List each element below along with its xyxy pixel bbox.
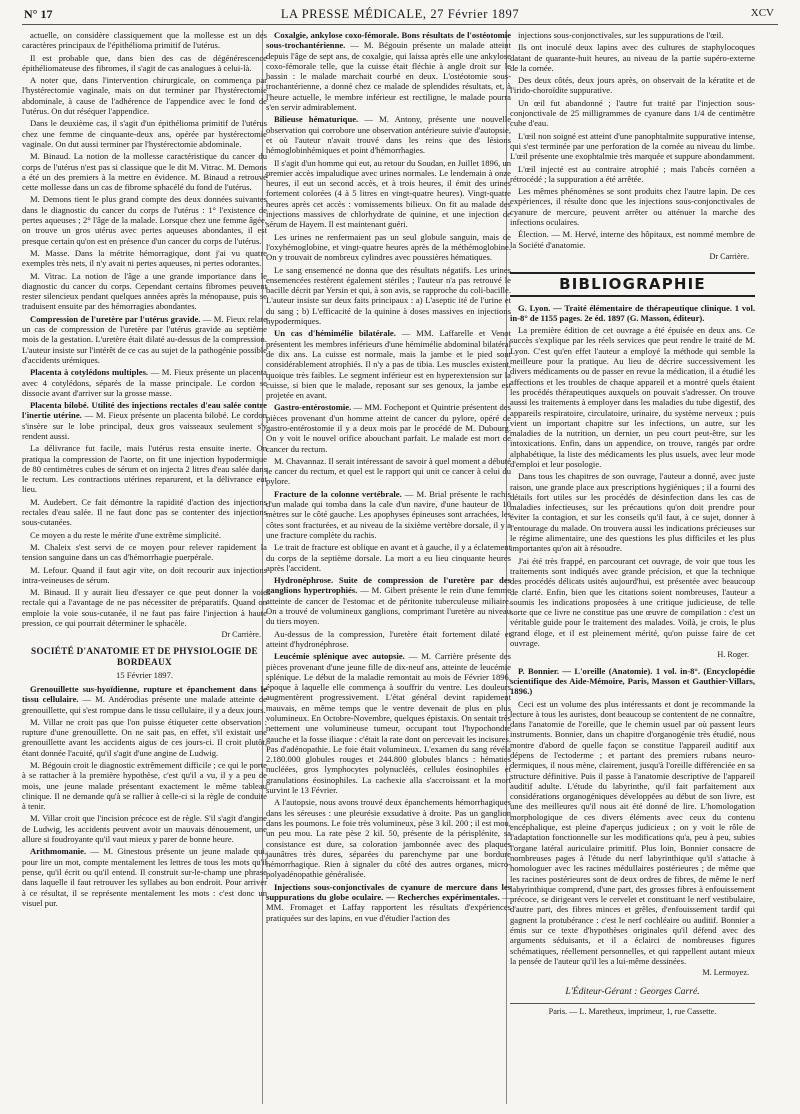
section-text: Le sang ensemencé ne donna que des résultats négatifs. Les urines ensemencées restèrent également stériles ; l'auteur n'a pas retrouvé le bacille décrit par Yersin et qui, à son avis, se rapproche du coli-bacille. L'auteur insiste sur deux faits principaux : a) L'aseptic ité de l'urine et du sang ; b) L'efficacité de la quinine à doses massives en injections hypodermiques. (266, 264, 511, 327)
section-text: M. Bégouin croit le diagnostic extrêmement difficile ; ce qui le porte à se rattacher à la première hypothèse, c'est qu'il a vu, il y a peu de mois, une jeune malade présentant exactement le même tableau clinique. Il ne demande qu'à se rallier à celle-ci si la règle de conduite à tenir. (22, 760, 267, 812)
paragraph: La première édition de cet ouvrage a été épuisée en deux ans. Ce succès s'explique par les réels services que peut rendre le traité de M. Lyon. C'est qu'en effet l'auteur a employé la méthode qui semble la meilleure pour la pratique. Au lieu de décrire successivement les divers médicaments ou de passer en revue la médication, il a étudié les affections et les troubles de chaque appareil et a montré quels étaient les procédés thérapeutiques auxquels on pouvait s'adresser. On trouve aussi les traitements à employer dans les maladies du tube digestif, des appareils respiratoire, circulatoire, urinaire, du système nerveux ; puis vient un important chapitre sur les infections, un autre, sur les maladies de la nutrition, un dernier, un peu court peut-être, sur les intoxications. Enfin, dans un appendice, on trouve, rangés par ordre alphabétique, la liste des médicaments les plus usuels, avec leur mode d'emploi et leur posologie. (510, 325, 755, 469)
section-title: Compression de l'uretère par l'utérus gravide. (30, 313, 201, 324)
section-paragraph (266, 542, 511, 573)
paragraph: La délivrance fut facile, mais l'utérus resta ensuite inerte. On pratiqua la compression de l'aorte, on fit une injection hypodermique de 80 centimètres cubes de sérum et on injecta 2 litres d'eau salée dans le rectum. Les contractions utérines reparurent, et la délivrance eut lieu. (22, 443, 267, 495)
paragraph: Il est probable que, dans bien des cas de dégénérescence épithéliomateuse des fibromes, il s'agit de cas analogues à celui-là. (22, 52, 267, 73)
book-reference-text: G. Lyon. — Traité élémentaire de thérapeutique clinique. 1 vol. in-8° de 1155 pages. 2e éd. 1897 (G. Masson, éditeur). (510, 302, 755, 323)
section-title: Un cas d'hémimélie bilatérale. (274, 328, 396, 339)
issue-number: N° 17 (24, 7, 53, 21)
paragraph: Dans tous les chapitres de son ouvrage, l'auteur a donné, avec juste raison, une grande place aux prescriptions hygiéniques ; il a fourni des détails fort utiles sur les procédés de désinfection dans les cas de maladies infectieuses, sur les précautions qu'on doit prendre pour éviter la contagion, et sur les conseils qu'il faut, à ce sujet, donner à l'entourage du malade. On trouvera aussi les indications précieuses sur le régime alimentaire, une des questions les plus difficiles et les plus importantes qu'on ait à résoudre. (510, 471, 755, 554)
paragraph: L'œil non soigné est atteint d'une panophtalmite suppurative intense, qui s'est terminée par une perforation de la cornée au niveau du limbe. L'œil présente une exophtalmie très marquée et suppure abondamment. (510, 130, 755, 162)
paragraph: M. Binaud. La notion de la mollesse caractéristique du cancer du corps de l'utérus n'est pas si classique que le dit M. Vitrac. M. Demons a été un des premiers à la mettre en évidence. M. Binaud a retrouvé cette mollesse dans un cas de fibrome sphacélé du fond de l'utérus. (22, 151, 267, 193)
section-paragraph (22, 813, 267, 844)
section-paragraph (22, 760, 267, 811)
printer-line: Paris. — L. Maretheux, imprimeur, 1, rue Cassette. (510, 1003, 755, 1017)
section-title: Placenta bilobé. Utilité des injections rectales d'eau salée contre l'inertie utérine. (22, 400, 267, 421)
column-2 (266, 30, 511, 1106)
paragraph: M. Masse. Dans la métrite hémorragique, dont j'ai vu quatre exemples très nets, il n'y avait ni pertes aqueuses, ni pertes odorantes. (22, 247, 267, 269)
paragraph: M. Binaud. Il y aurait lieu d'essayer ce que peut donner la voie rectale qui a l'avantage de ne pas nécessiter de préparatifs. Quand on emploie la voie sous-cutanée, il ne faut pas faire l'injection à haute pression, ce qui pourrait déterminer le sphacèle. (22, 587, 267, 629)
section-text: A l'autopsie, nous avons trouvé deux épanchements hémorrhagiques dans les séreuses : une pleurésie exsudative à droite. Pas un ganglion dans les poumons. Le foie très volumineux, pèse 3 kil. 200 ; il est mou, un peu mou. La rate pèse 2 kil. 50, présente de la périsplénite, sa consistance est dure, sa coloration jambonnée avec des plaques jaunâtres très dures, séparées du parenchyme par une bordure hémorrhagique. Rien à signaler du côté des autres organes, micro-polyadénopathie généralisée. (266, 797, 511, 880)
section-paragraph (22, 367, 267, 398)
section-paragraph (266, 232, 511, 263)
section-paragraph (22, 717, 267, 758)
section-paragraph (266, 265, 511, 327)
section-text: — M. Andérodias présente une malade atteinte de grenouillette, qui s'est rompue dans le tissu cellulaire, il y a deux jours. (22, 694, 267, 715)
section-paragraph (266, 489, 511, 540)
section-title: Bilieuse hématurique. (274, 114, 359, 125)
section-title: Arithmomanie. (30, 846, 87, 857)
signature: Dr Carrière. (221, 630, 261, 640)
section-paragraph (266, 629, 511, 650)
section-paragraph (266, 575, 511, 626)
bibliography-heading: BIBLIOGRAPHIE (510, 272, 755, 296)
page-header (22, 6, 778, 25)
section-text: — M. Fieux présente un placenta bilobé. Le cordon s'insère sur le lobe principal, deux gros vaisseaux seulement s'y rendent aussi. (22, 410, 267, 441)
paragraph: Un œil fut abandonné ; l'autre fut traité par l'injection sous-conjonctivale de 25 milligrammes de cyanure dans 1/4 de centimètre cube d'eau. (510, 97, 755, 129)
section-text: Les urines ne renfermaient pas un seul globule sanguin, mais de l'oxyhémoglobine, et vingt-quatre heures après de la méthémoglobine. On y trouvait de nombreux cylindres avec poussières hématiques. (266, 231, 511, 263)
paragraph: M. Lefour. Quand il faut agir vite, on doit recourir aux injections intra-veineuses de sérum. (22, 564, 267, 585)
section-paragraph (266, 114, 511, 155)
section-title: Fracture de la colonne vertébrale. (274, 488, 402, 499)
section-paragraph (266, 402, 511, 453)
section-paragraph (266, 158, 511, 230)
section-paragraph (266, 456, 511, 487)
section-title: Leucémie splénique avec autopsie. (274, 651, 405, 662)
section-title: Gastro-entérostomie. (274, 402, 352, 413)
society-date: 15 Février 1897. (115, 669, 174, 680)
section-text: — MM. Laffarelle et Venot présentent les membres inférieurs d'une hémimélie abdominal bilatéral de dix ans. La cuisse est normale, mais la jambe et le pied sont considérablement atrophiés. Il n'y a pas de tibia. Les muscles existent, quoique très faibles. Le segment inférieur est en hyperextension sur la cuisse, si bien que le malade, reposant sur ses genoux, la jambe est projetée en avant. (266, 328, 511, 401)
book-reference-text: P. Bonnier. — L'oreille (Anatomie). 1 vol. in-8°. (Encyclopédie scientifique des Aide-Mémoire, Paris, Masson et Gauthier-Villars, 1896.) (510, 665, 755, 697)
paragraph: Ce moyen a du reste le mérite d'une extrême simplicité. (30, 529, 222, 540)
review-signature: H. Roger. (717, 650, 749, 660)
column-3 (510, 30, 755, 1106)
section-text: M. Chavannaz. Il serait intéressant de savoir à quel moment a débuté le cancer du rectum, et quel est le rapport qui unit ce cancer à celui du pylore. (266, 455, 511, 487)
section-text: — M. Gibert présente le rein d'une femme atteinte de cancer de l'estomac et de péritonite tuberculeuse miliaire. On a trouvé de volumineux ganglions, comprimant l'uretère au niveau du tiers moyen. (266, 585, 511, 627)
editor-line: L'Éditeur-Gérant : Georges Carré. (565, 985, 700, 997)
book-reference (510, 303, 755, 324)
section-text: Le trait de fracture est oblique en avant et à gauche, il y a éclatement du corps de la septième dorsale. La mort a eu lieu cinquante heures après l'accident. (266, 542, 511, 573)
section-text: — M. Ginestous présente un jeune malade qui, pour lire un mot, compte mentalement les lettres de tous les mots qu'il pense, qu'il écrit ou qu'il entend. Il construit sur-le-champ une phrase dans laquelle il faut retrouver les syllabes au bon endroit. Pour arriver à ce résultat, il se représente mentalement les mots : c'est donc un visuel pur. (22, 846, 267, 908)
section-paragraph (266, 797, 511, 879)
section-text: — M. Carrière présente des pièces provenant d'une jeune fille de dix-neuf ans, atteinte de leucémie splénique. Le début de la maladie remontait au mois de Février 1896, époque à laquelle elle commença à souffrir du ventre. Les douleurs augmentèrent progressivement. L'état général devint rapidement mauvais, en même temps que le ventre devenait de plus en plus volumineux. En Octobre-Novembre, quelques épistaxis. On sentait très nettement une volumineuse tumeur, occupant tout l'hypochondre gauche et la fosse iliaque : c'était la rate dont on percevait les incisures. Pas d'adénopathie. Le foie était volumineux. L'examen du sang révéla 2.180.000 globules rouges et 244.800 globules blancs : hématies nucléées, gros lymphocytes polynucléés, cellules éosinophiles et granulations éosinophiles. La cachexie alla s'accroissant et la mort survint le 13 Février. (266, 651, 511, 796)
section-title: Hydronéphrose. Suite de compression de l'uretère par des ganglions hypertrophiés. (266, 575, 511, 596)
paragraph: Élection. — M. Hervé, interne des hôpitaux, est nommé membre de la Société d'anatomie. (510, 229, 755, 250)
paragraph: A noter que, dans l'intervention chirurgicale, on commença par l'hystérectomie vaginale, mais on dut terminer par l'hystérectomie abdominale, à cause de l'adhérence de l'appendice avec le fond de l'utérus. On dut réséquer l'appendice. (22, 75, 267, 117)
page-number: XCV (750, 7, 774, 19)
section-text: M. Villar ne croit pas que l'on puisse étiqueter cette observation : rupture d'une grenouillette. On ne sait pas, en effet, s'il existait une grenouillette avant les accidents aigus de ces jours-ci. Il croit plutôt, étant donnée l'acuité, qu'il s'agit d'une angine de Ludwig. (22, 716, 267, 758)
signature: Dr Carrière. (709, 251, 749, 261)
paragraph: Les mêmes phénomènes se sont produits chez l'autre lapin. De ces expériences, il résulte donc que les injections sous-conjonctivales de cyanure de mercure, peuvent arrêter ou atténuer la marche des infections oculaires. (510, 186, 755, 228)
section-paragraph (266, 882, 511, 923)
section-paragraph (266, 328, 511, 400)
section-text: Au-dessus de la compression, l'uretère était fortement dilaté et atteint d'hydronéphrose. (266, 628, 511, 649)
paragraph: M. Vitrac. La notion de l'âge a une grande importance dans le diagnostic du cancer du corps. Cependant certains fibromes peuvent rester silencieux pendant quelques années après la ménopause, puis se traduisent ensuite par des hémorragies abondantes. (22, 270, 267, 312)
section-title: Injections sous-conjonctivales de cyanure de mercure dans les suppurations du globe oculaire. — Recherches expérimentales. (266, 881, 511, 903)
review-signature: M. Lermoyez. (702, 968, 749, 978)
section-title: Placenta à cotylédons multiples. (30, 367, 149, 378)
section-text: — MM. Fochepont et Quintrie présentent des pièces provenant d'un homme atteint de cancer du pylore, opéré de gastro-entérostomie il y a deux mois par le procédé de M. Dubourg. On y voit le nouvel orifice abouchant parfait. Le malade est mort de cancer du rectum. (266, 402, 511, 454)
paragraph: M. Chaleix s'est servi de ce moyen pour relever rapidement la tension sanguine dans un cas d'hémorrhagie puerpérale. (22, 541, 267, 563)
section-text: — M. Antony, présente une nouvelle observation qui corrobore une observation antérieure suivie d'autopsie, et où l'auteur n'avait trouvé dans les reins que des lésions hémoglobinhémiques et point d'hémorrhagies. (266, 114, 511, 156)
society-heading: SOCIÉTÉ D'ANATOMIE ET DE PHYSIOLOGIE DE BORDEAUX (31, 645, 258, 667)
paragraph: J'ai été très frappé, en parcourant cet ouvrage, de voir que tous les traitements sont indiqués avec grande précision, et que la technique des procédés délicats usités aujourd'hui, est présentée avec beaucoup de clarté. Enfin, bien que les citations soient nombreuses, l'auteur a soumis les indications proposées à une critique judicieuse, de telle sorte que ce livre ne constitue pas une œuvre de compilation : c'est un véritable guide pour le traitement des malades. Voilà, je crois, le plus grand éloge, et il est pleinement mérité, qu'on puisse faire de cet ouvrage. (510, 555, 755, 649)
section-paragraph (22, 314, 267, 365)
section-text: — M. Fieux présente un placenta avec 4 cotylédons, séparés de la masse principale. Le cordon se dissocie avant d'arriver sur la grosse masse. (22, 367, 267, 398)
column-1 (22, 30, 267, 1106)
paragraph: M. Audebert. Ce fait démontre la rapidité d'action des injections rectales d'eau salée. Il ne faut donc pas se contenter des injections sous-cutanées. (22, 496, 267, 528)
paragraph: actuelle, on considère classiquement que la mollesse est un des caractères principaux de l'épithélioma primitif de l'utérus. (22, 30, 267, 51)
section-paragraph (22, 400, 267, 441)
paragraph: Dans le deuxième cas, il s'agit d'un épithélioma primitif de l'utérus chez une femme de cinquante-deux ans, opérée par hystérectomie vaginale. On dut aussi terminer par l'hystérectomie abdominale. (22, 118, 267, 149)
paragraph: Ceci est un volume des plus intéressants et dont je recommande la lecture à tous les auristes, dont beaucoup se contentent de ne connaître, dans l'anatomie de l'oreille, que le chemin usuel par où passent leurs instruments. Bonnier, dans un chapitre d'organogénie très étudié, nous montre d'abord de quelle façon se constitue l'appareil auditif aux dépens de l'ectoderme ; et partant des premiers rubans neuro-dermiques, il nous mène, clairement, jusqu'à l'oreille différenciée en sa structure définitive. Puis il passe à l'anatomie descriptive de l'appareil auditif adulte. L'étude du labyrinthe, qu'il fait parfaitement aux considérations organogéniques développées au début de son livre, est une des meilleures qu'il nous ait été donné de lire. L'homologation morphologique de ces divers éléments avec ceux du contenu encéphalique, est pleine d'aperçus judicieux ; on y voit le rôle de l'adaptation fonctionnelle sur les modifications qu'a, peu à peu, subies l'organe latéral auriculaire primitif. Plus loin, Bonnier consacre de nombreuses pages à l'étude du nerf labyrinthique qu'il s'attache à homologuer avec les racines médullaires postérieures ; de même que les racines postérieures sont de deux ordres de fibres, de même le nerf labyrinthique comprend, d'une part, des grosses fibres à enfouissement précoce, se dirigeant vers le cervelet et constituant le nerf vestibulaire, d'autre part, des fibres minces et grêles, d'enfouissement tardif qui gagnent la protubérance : c'est le nerf cochléaire ou auditif. Bonnier a émis sur ce texte d'hypothèses originales qu'il défend avec des arguments séduisants, et il a éclairci de nombreuses figures schématiques, réellement personnelles, et qui rappellent autant mieux la pensée de l'auteur qu'il les a lui-même dessinées. (510, 698, 755, 966)
section-paragraph (22, 684, 267, 715)
paragraph: Ils ont inoculé deux lapins avec des cultures de staphylocoques datant de quarante-huit heures, au niveau de la partie supéro-externe de la cornée. (510, 42, 755, 73)
section-paragraph (266, 30, 511, 112)
journal-title: LA PRESSE MÉDICALE, 27 Février 1897 (280, 7, 520, 21)
paragraph: L'œil injecté est au contraire atrophié ; mais l'abcès cornéen a rétrocédé ; la suppuration a été arrêtée. (510, 163, 755, 184)
book-reference (510, 666, 755, 697)
paragraph: Des deux côtés, deux jours après, on observait de la kératite et de l'irido-choroïdite suppurative. (510, 75, 755, 96)
section-text: Il s'agit d'un homme qui eut, au retour du Soudan, en Juillet 1896, un premier accès impaludique avec urines normales. Le lendemain à onze heures, il eut un second accès, et à trois heures, il émit des urines fortement colorées (4 à 5 litres en vingt-quatre heures). Vingt-quatre heures après cet accès : vomissements bilieux. On fit au malade des injections massives de chlorhydrate de quinine, et une injection de sérum de Hayem. Il est maintenant guéri. (266, 157, 511, 230)
section-text: — MM. Fromaget et Laffay rapportent les résultats d'expériences pratiquées sur des lapins, en vue d'étudier l'action des (266, 892, 511, 923)
section-paragraph (22, 846, 267, 908)
section-text: M. Villar croit que l'incision précoce est de règle. S'il s'agit d'angine de Ludwig, les accidents peuvent avoir un mauvais dénouement, une allure si foudroyante qu'il vaut mieux y parer de bonne heure. (22, 813, 267, 845)
section-title: Grenouillette sus-hyoïdienne, rupture et épanchement dans le tissu cellulaire. (22, 683, 267, 705)
section-title: Coxalgie, ankylose coxo-fémorale. Bons résultats de l'ostéotomie sous-trochantérienne. (266, 30, 511, 51)
paragraph: injections sous-conjonctivales, sur les suppurations de l'œil. (518, 30, 724, 40)
section-paragraph (266, 651, 511, 795)
paragraph: M. Demons tient le plus grand compte des deux données suivantes dans le diagnostic du cancer du corps de l'utérus : 1° l'existence de pertes aqueuses ; 2° l'âge de la malade. Lorsque chez une femme âgée, on trouve un gros utérus avec pertes aqueuses abondantes, il est presque certain qu'on est en présence d'un cancer du corps de l'utérus. (22, 194, 267, 246)
section-text: — M. Fieux relate un cas de compression de l'uretère par l'utérus gravide au septième mois de la gestation. L'uretère était dilaté au-dessus de la compression. L'auteur insiste sur l'intérêt de ce cas au sujet de la pathogénie possible d'accidents urémiques. (22, 313, 267, 365)
section-text: — M. Bégouin présente un malade atteint depuis l'âge de sept ans, de coxalgie, qui laissa après elle une ankylose coxo-fémorale telle, que la cuisse était fléchie à angle droit sur le bassin : le malade marchait courbé en deux. L'ostéotomie sous-trochantérienne, a donné chez ce malade de splendides résultats, et, à l'heure actuelle, le membre inférieur est rectiligne, le malade pourra s'en servir admirablement. (266, 40, 511, 113)
section-text: — M. Brial présente le rachis d'un malade qui tomba dans la cale d'un navire, d'une hauteur de 10 mètres sur le côté gauche. Les apophyses épineuses sont arrachées, les côtes sont fracturées, et au niveau de la sixième vertèbre dorsale, il y a une fracture complète du rachis. (266, 488, 511, 540)
